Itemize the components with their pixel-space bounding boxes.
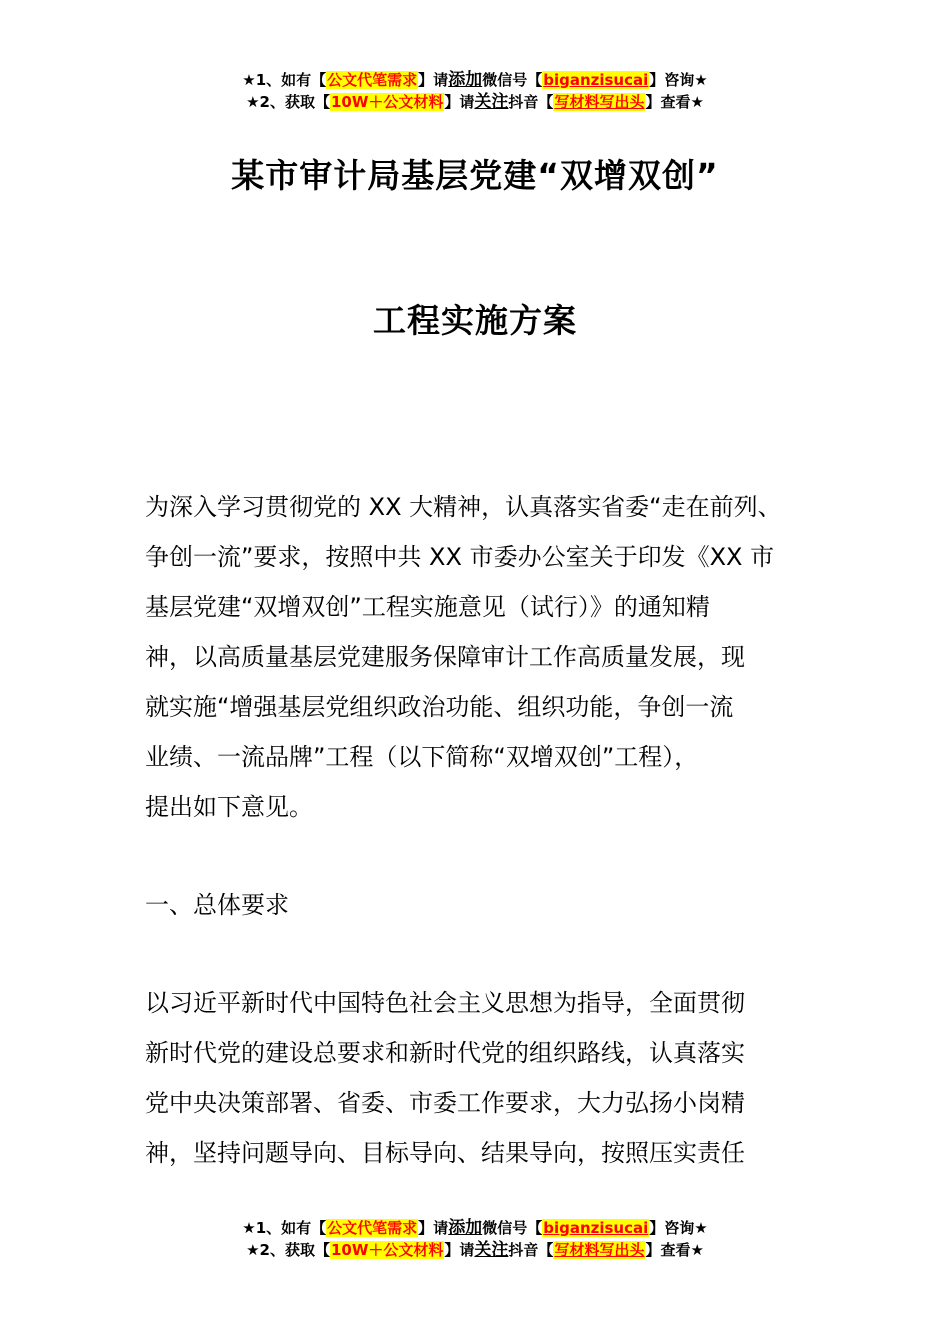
intro-paragraph	[145, 482, 815, 832]
promo-emphasis-follow: 关注	[474, 1240, 509, 1260]
promo-text: 】请	[444, 1241, 475, 1259]
promo-highlight-materials: 10W＋公文材料	[330, 93, 444, 111]
promo-emphasis-add: 添加	[448, 1218, 483, 1238]
text-line: 争创一流”要求，按照中共 XX 市委办公室关于印发《XX 市	[145, 543, 775, 571]
promo-highlight-materials: 10W＋公文材料	[330, 1241, 444, 1259]
promo-text: ★1、如有【	[242, 71, 327, 89]
text-line: 基层党建“双增双创”工程实施意见（试行）》的通知精	[145, 593, 710, 621]
promo-douyin-account: 写材料写出头	[554, 1241, 645, 1259]
promo-douyin-account: 写材料写出头	[554, 93, 645, 111]
promo-text: 】咨询★	[649, 1219, 708, 1237]
promo-text: 抖音【	[508, 1241, 554, 1259]
promo-line-1	[0, 69, 950, 91]
promo-text: 微信号【	[482, 71, 543, 89]
promo-text: 】请	[418, 71, 449, 89]
document-title-line-2: 工程实施方案	[373, 301, 577, 340]
promo-line-2	[0, 1239, 950, 1261]
promo-emphasis-add: 添加	[448, 70, 483, 90]
promo-text: 】查看★	[645, 93, 704, 111]
promo-wechat-id: biganzisucai	[543, 1219, 649, 1237]
promo-text: 】咨询★	[649, 71, 708, 89]
text-line: 神，以高质量基层党建服务保障审计工作高质量发展，现	[145, 643, 745, 671]
promo-highlight-service: 公文代笔需求	[327, 71, 418, 89]
bottom-promo-banner	[0, 1217, 950, 1261]
promo-text: 】请	[444, 93, 475, 111]
text-line: 业绩、一流品牌”工程（以下简称“双增双创”工程），	[145, 743, 699, 771]
promo-highlight-service: 公文代笔需求	[327, 1219, 418, 1237]
text-line: 为深入学习贯彻党的 XX 大精神，认真落实省委“走在前列、	[145, 493, 782, 521]
promo-text: 微信号【	[482, 1219, 543, 1237]
promo-emphasis-follow: 关注	[474, 92, 509, 112]
text-line: 新时代党的建设总要求和新时代党的组织路线，认真落实	[145, 1039, 745, 1067]
promo-text: 】查看★	[645, 1241, 704, 1259]
text-line: 就实施“增强基层党组织政治功能、组织功能，争创一流	[145, 693, 734, 721]
promo-text: ★2、获取【	[246, 1241, 330, 1259]
text-line: 神，坚持问题导向、目标导向、结果导向，按照压实责任	[145, 1139, 745, 1167]
promo-text: 抖音【	[508, 93, 554, 111]
top-promo-banner	[0, 69, 950, 113]
promo-text: ★1、如有【	[242, 1219, 327, 1237]
document-title-line-1: 某市审计局基层党建“双增双创”	[231, 156, 719, 195]
text-line: 党中央决策部署、省委、市委工作要求，大力弘扬小岗精	[145, 1089, 745, 1117]
general-requirements-paragraph	[145, 978, 815, 1178]
promo-text: ★2、获取【	[246, 93, 330, 111]
promo-text: 】请	[418, 1219, 449, 1237]
text-line: 提出如下意见。	[145, 793, 313, 821]
promo-wechat-id: biganzisucai	[543, 71, 649, 89]
section-heading-text: 一、总体要求	[145, 891, 289, 919]
promo-line-2	[0, 91, 950, 113]
text-line: 以习近平新时代中国特色社会主义思想为指导，全面贯彻	[145, 989, 745, 1017]
section-heading-general-requirements	[145, 880, 815, 930]
promo-line-1	[0, 1217, 950, 1239]
